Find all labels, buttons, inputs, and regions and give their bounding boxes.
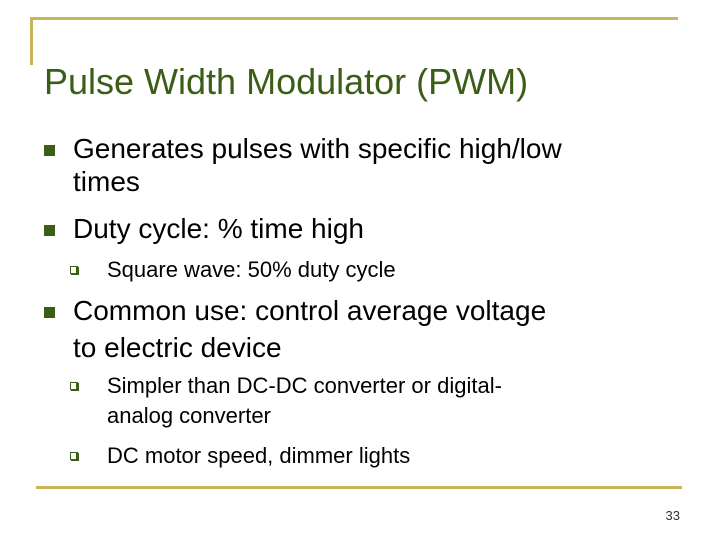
checkbox-bullet-icon [70, 452, 78, 460]
square-bullet-icon [44, 225, 55, 236]
bullet-item [44, 214, 684, 246]
bullet-line: DC motor speed, dimmer lights [107, 443, 411, 468]
checkbox-bullet-icon [70, 266, 78, 274]
checkbox-bullet-icon [70, 382, 78, 390]
bullet-line: Common use: control average voltage [73, 295, 547, 326]
bullet-line: Duty cycle: % time high [73, 213, 364, 244]
bullet-line: analog converter [107, 403, 271, 428]
left-frame-line [30, 17, 33, 65]
sub-bullet-item [70, 374, 670, 426]
bullet-item [44, 134, 684, 198]
sub-bullet-item [70, 444, 670, 470]
bottom-frame-line [36, 486, 682, 489]
square-bullet-icon [44, 145, 55, 156]
bullet-item [44, 296, 684, 364]
sub-bullet-item [70, 258, 670, 284]
square-bullet-icon [44, 307, 55, 318]
slide-title: Pulse Width Modulator (PWM) [44, 61, 529, 102]
top-frame-line [30, 17, 678, 20]
bullet-line: to electric device [73, 332, 282, 363]
page-number: 33 [665, 508, 680, 523]
bullet-line: Generates pulses with specific high/low [73, 133, 562, 164]
bullet-line: Simpler than DC-DC converter or digital- [107, 373, 502, 398]
bullet-line: times [73, 166, 140, 197]
bullet-line: Square wave: 50% duty cycle [107, 257, 396, 282]
